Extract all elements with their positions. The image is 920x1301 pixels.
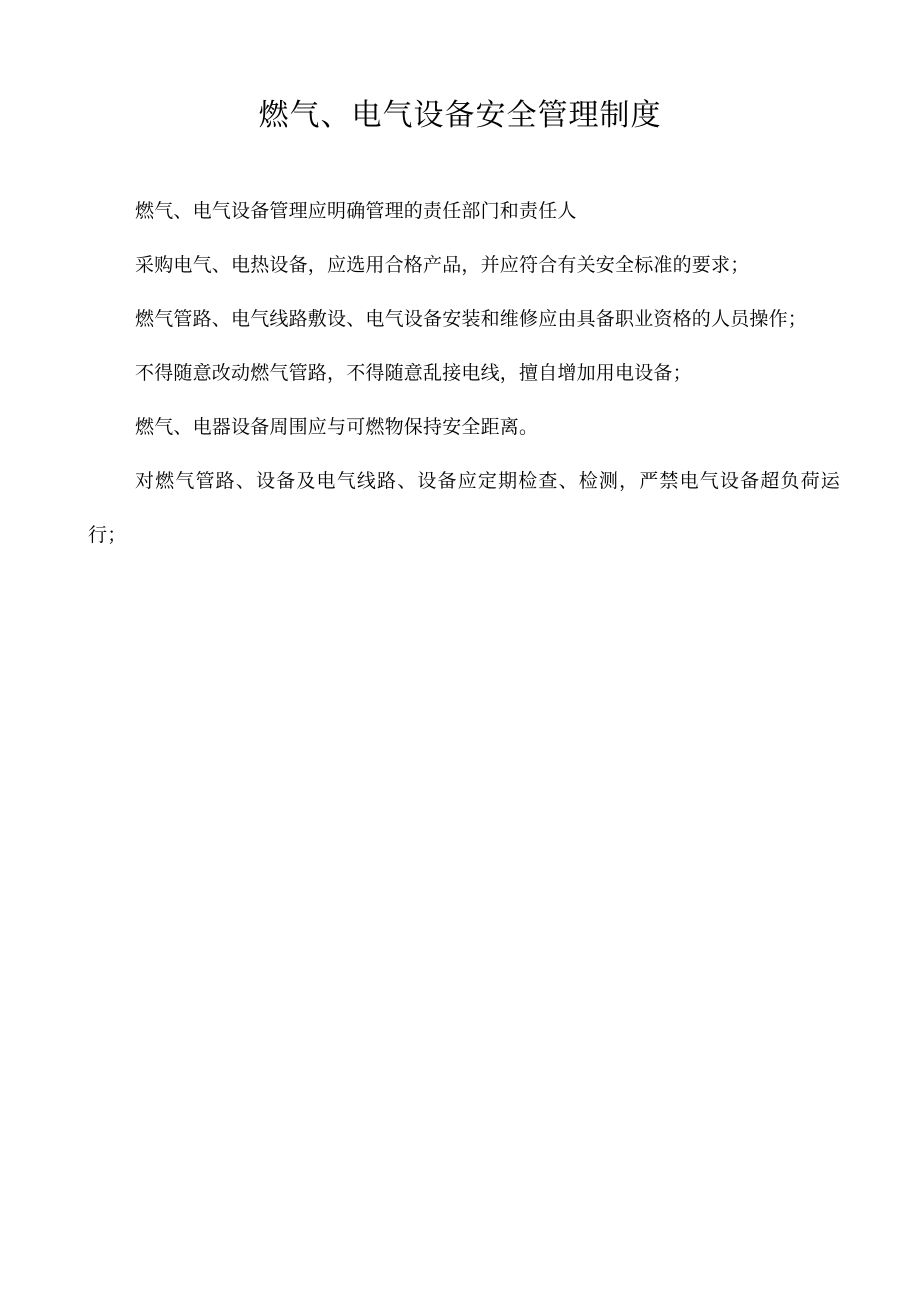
paragraph-modification: 不得随意改动燃气管路，不得随意乱接电线，擅自增加用电设备；: [135, 362, 692, 384]
document-body: [88, 192, 840, 578]
document-title: 燃气、电气设备安全管理制度: [258, 98, 662, 133]
paragraph-installation: 燃气管路、电气线路敷设、电气设备安装和维修应由具备职业资格的人员操作；: [135, 308, 808, 330]
paragraph-safe-distance: 燃气、电器设备周围应与可燃物保持安全距离。: [135, 416, 539, 438]
paragraph-responsibility: 燃气、电气设备管理应明确管理的责任部门和责任人: [135, 200, 577, 222]
paragraph-procurement: 采购电气、电热设备，应选用合格产品，并应符合有关安全标准的要求；: [135, 254, 750, 276]
paragraph-inspection: 对燃气管路、设备及电气线路、设备应定期检查、检测，严禁电气设备超负荷运行；: [88, 470, 840, 546]
